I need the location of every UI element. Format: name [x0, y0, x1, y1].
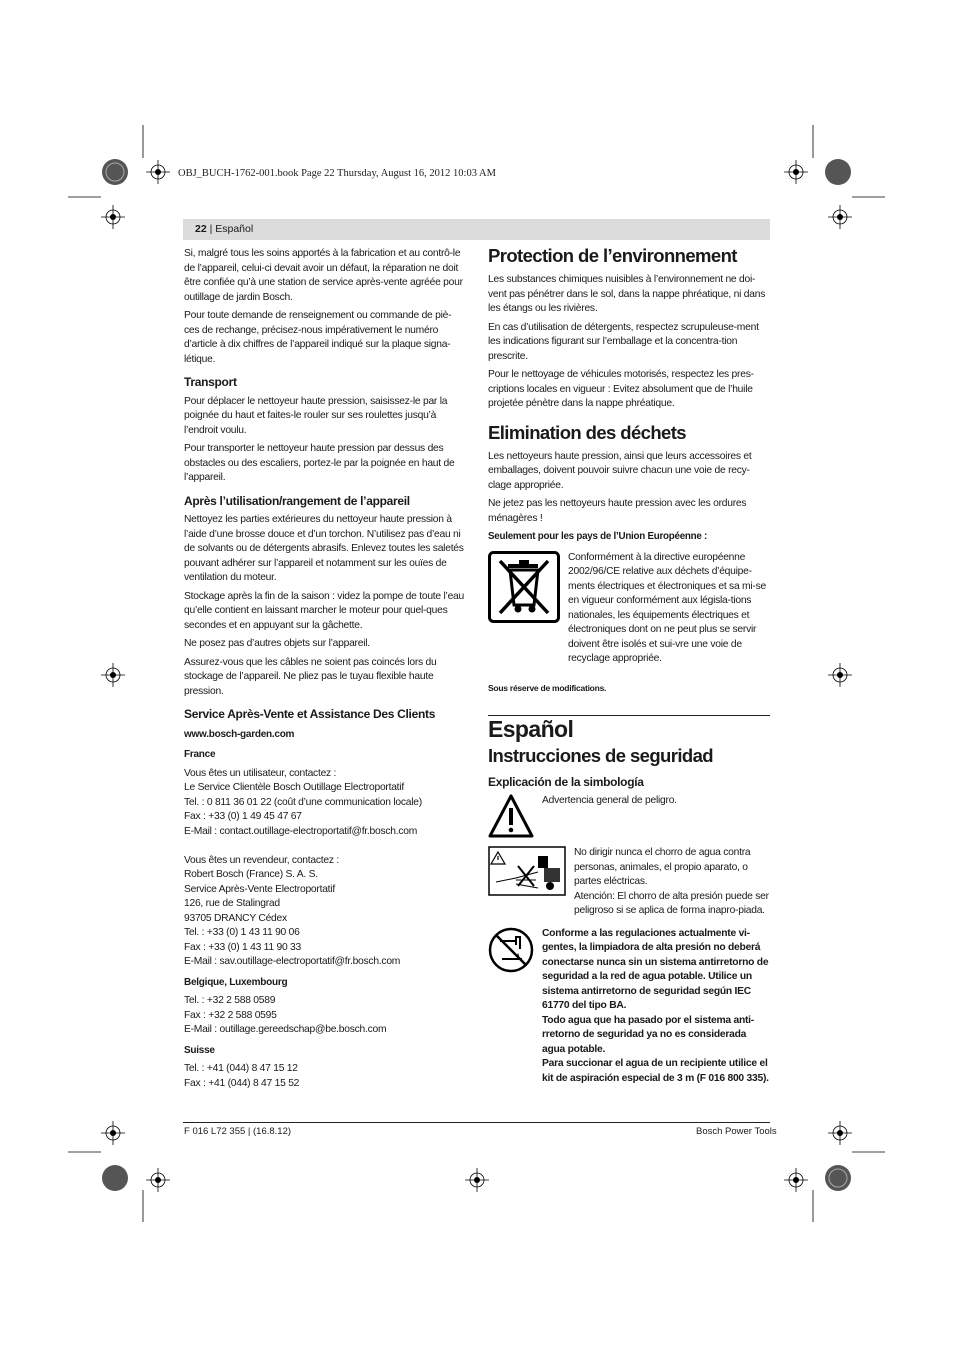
- symbol-row-warning: [488, 794, 770, 838]
- contact-line: Vous êtes un revendeur, contactez :: [184, 854, 339, 866]
- environment-paragraph-3: Pour le nettoyage de véhicules motorisés, respectez les pres-criptions locales en vigueur : Evitez absolument que de l’huile projetée pénètre dans la nappe phréatique.: [488, 369, 754, 409]
- contact-line: Fax : +32 2 588 0595: [184, 1009, 277, 1021]
- contact-line: Service Après-Vente Electroportatif: [184, 883, 335, 895]
- disposal-paragraph-2: Ne jetez pas les nettoyeurs haute pression avec les ordures ménagères !: [488, 498, 747, 524]
- jet-symbol-text-2: Atención: El chorro de alta presión puede ser peligroso si se aplica de forma inapro-piada.: [574, 890, 769, 916]
- contact-line: 126, rue de Stalingrad: [184, 898, 280, 909]
- website-link[interactable]: www.bosch-garden.com: [184, 728, 295, 740]
- page-header-bar: [183, 219, 770, 240]
- symbols-heading: Explicación de la simbología: [488, 774, 644, 789]
- intro-paragraph-2: Pour toute demande de renseignement ou commande de piè-ces de rechange, précisez-nous impérativement le numéro d’article à dix chiffres de l’appareil indiqué sur la plaque signa-létique.: [184, 310, 452, 365]
- contact-line: 93705 DRANCY Cédex: [184, 912, 287, 924]
- contact-line: Le Service Clientèle Bosch Outillage Electroportatif: [184, 782, 404, 793]
- reservation-note: Sous réserve de modifications.: [488, 682, 607, 693]
- spanish-title: Español: [488, 716, 574, 742]
- contact-email[interactable]: E-Mail : sav.outillage-electroportatif@fr.bosch.com: [184, 956, 401, 967]
- warning-triangle-icon: [488, 794, 534, 838]
- symbol-row-backflow: [488, 927, 770, 1087]
- after-use-heading: Après l’utilisation/rangement de l’appareil: [184, 493, 410, 508]
- environment-heading: Protection de l’environnement: [488, 245, 737, 266]
- transport-paragraph-2: Pour transporter le nettoyeur haute pression par dessus des obstacles ou des escaliers, portez-le par la poignée en haut de l’appareil.: [184, 443, 455, 483]
- swiss-contact: [184, 1062, 466, 1091]
- belgium-heading: Belgique, Luxembourg: [184, 976, 288, 988]
- belgium-contact: [184, 994, 466, 1038]
- swiss-heading: Suisse: [184, 1044, 215, 1056]
- water-jet-hazard-icon: [488, 846, 566, 896]
- after-use-paragraph-3: Ne posez pas d’autres objets sur l’appareil.: [184, 638, 370, 649]
- france-heading: France: [184, 749, 216, 760]
- after-use-paragraph-1: Nettoyez les parties extérieures du nettoyeur haute pression à l’aide d’une brosse douce et d’un torchon. N’utilisez pas d’eau ni de solvants ou de détergents abrasifs. Enlevez toutes les saletés pouvant adhérer sur l’appareil et notamment sur les ouïes de ventilation du moteur.: [184, 514, 464, 583]
- contact-line: Tel. : +32 2 588 0589: [184, 995, 276, 1006]
- contact-line: Tel. : +41 (044) 8 47 15 12: [184, 1063, 298, 1074]
- contact-line: Tel. : +33 (0) 1 43 11 90 06: [184, 927, 300, 938]
- backflow-symbol-text: [542, 927, 770, 1087]
- weee-text: Conformément à la directive européenne 2002/96/CE relative aux déchets d’équipe-ments électriques et électroniques et sa mi-se en vigueur conformément aux législa-tions nationales, les équipements électriques et électroniques dont on ne peut plus se servir doivent être isolés et sui-vre une voie de recyclage appropriée.: [568, 551, 766, 664]
- left-column: [184, 247, 466, 1091]
- eu-only-heading: Seulement pour les pays de l’Union Européenne :: [488, 531, 708, 542]
- contact-line: Tel. : 0 811 36 01 22 (coût d’une communication locale): [184, 796, 422, 808]
- warning-symbol-text: Advertencia general de peligro.: [542, 795, 677, 806]
- page-header: 22 | Español: [195, 223, 254, 235]
- contact-line: Vous êtes un utilisateur, contactez :: [184, 767, 337, 779]
- jet-symbol-text-1: No dirigir nunca el chorro de agua contra personas, animales, el propio aparato, o partes eléctricas.: [574, 847, 751, 887]
- france-contact-user: [184, 767, 466, 840]
- backflow-text-1: Conforme a las regulaciones actualmente vi-gentes, la limpiadora de alta presión no deberá conectarse nunca sin un sistema antirretorno de seguridad a la red de agua potable. Utilice un sistema antirretorno de seguridad según IEC 61770 del tipo BA.: [542, 927, 769, 1011]
- contact-line: Fax : +33 (0) 1 49 45 47 67: [184, 811, 302, 822]
- contact-line: Robert Bosch (France) S. A. S.: [184, 869, 318, 880]
- weee-row: [488, 551, 770, 667]
- crossed-bin-icon: [488, 551, 560, 623]
- after-use-paragraph-4: Assurez-vous que les câbles ne soient pas coincés lors du stockage de l’appareil. Ne pliez pas le tuyau flexible haute pression.: [184, 656, 437, 697]
- footer-rule: [183, 1122, 770, 1123]
- symbol-row-jet: [488, 846, 770, 919]
- contact-email[interactable]: E-Mail : outillage.gereedschap@be.bosch.com: [184, 1024, 387, 1035]
- right-column: [488, 245, 770, 1094]
- footer-brand: Bosch Power Tools: [696, 1126, 777, 1137]
- environment-paragraph-1: Les substances chimiques nuisibles à l’environnement ne doi-vent pas pénétrer dans le sol, dans la nappe phréatique, ni dans les étangs ou les rivières.: [488, 274, 766, 314]
- intro-paragraph-1: Si, malgré tous les soins apportés à la fabrication et au contrô-le de l’appareil, celui-ci devait avoir un défaut, la réparation ne doit être confiée qu’à une station de service après-vente agréée pour outillage de jardin Bosch.: [184, 248, 463, 303]
- disposal-heading: Elimination des déchets: [488, 421, 686, 443]
- no-drinking-water-connection-icon: [488, 927, 534, 973]
- service-heading: Service Après-Vente et Assistance Des Clients: [184, 707, 436, 721]
- header-section: Español: [215, 223, 254, 235]
- disposal-paragraph-1: Les nettoyeurs haute pression, ainsi que leurs accessoires et emballages, doivent pouvoir suivre chacun une voie de recy-clage appropriée.: [488, 450, 752, 491]
- backflow-text-3: Para succionar el agua de un recipiente utilice el kit de aspiración especial de 3 m (F 016 800 335).: [542, 1058, 769, 1084]
- france-contact-dealer: [184, 854, 466, 970]
- after-use-paragraph-2: Stockage après la fin de la saison : videz la pompe de toute l’eau qu’elle contient en laissant marcher le moteur pour quel-ques secondes et en appuyant sur la gâchette.: [184, 590, 465, 631]
- safety-heading: Instrucciones de seguridad: [488, 744, 713, 766]
- transport-heading: Transport: [184, 375, 237, 389]
- page-number: 22: [195, 223, 207, 235]
- print-slug: OBJ_BUCH-1762-001.book Page 22 Thursday, August 16, 2012 10:03 AM: [178, 168, 496, 179]
- jet-symbol-text: [574, 846, 770, 919]
- transport-paragraph-1: Pour déplacer le nettoyeur haute pression, saisissez-le par la poignée du haut et faites-le rouler sur ses roulettes jusqu’à l’endroit voulu.: [184, 395, 448, 436]
- footer-document-code: F 016 L72 355 | (16.8.12): [184, 1126, 292, 1137]
- contact-line: Fax : +33 (0) 1 43 11 90 33: [184, 941, 301, 953]
- backflow-text-2: Todo agua que ha pasado por el sistema anti-rretorno de seguridad ya no es considerada agua potable.: [542, 1014, 754, 1055]
- contact-line: Fax : +41 (044) 8 47 15 52: [184, 1077, 300, 1089]
- contact-email[interactable]: E-Mail : contact.outillage-electroportatif@fr.bosch.com: [184, 825, 418, 837]
- environment-paragraph-2: En cas d’utilisation de détergents, respectez scrupuleuse-ment les indications figurant sur l’emballage et la concentra-tion prescrite.: [488, 321, 759, 362]
